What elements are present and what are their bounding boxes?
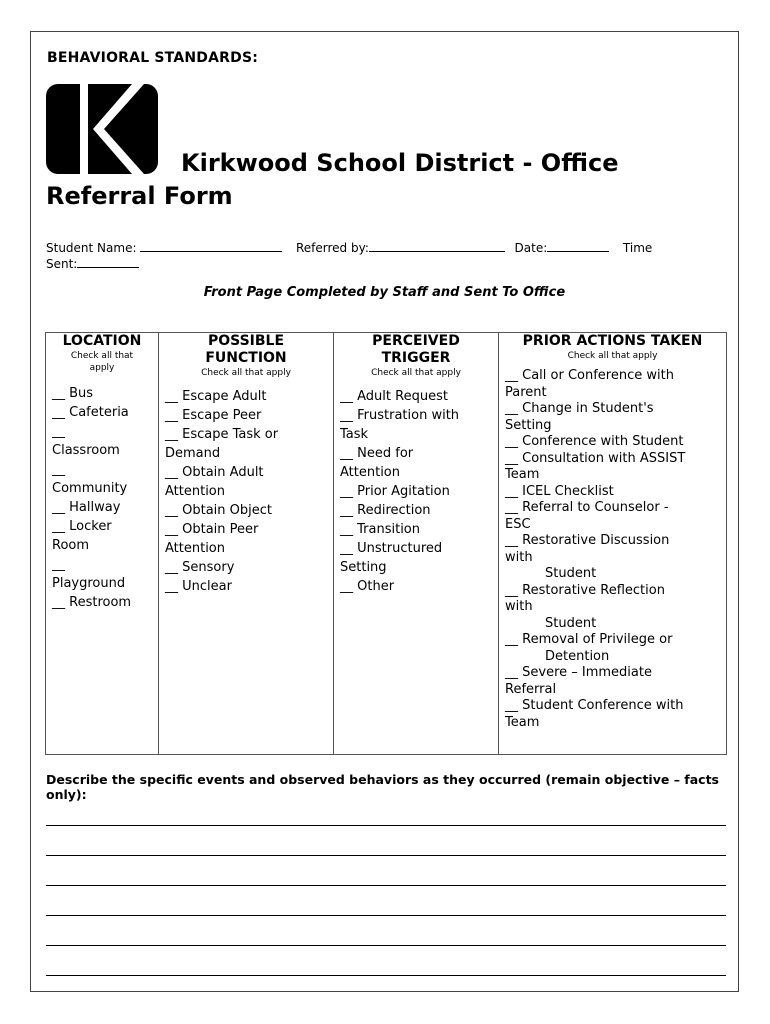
list-item: Task: [340, 427, 369, 442]
list-item: Demand: [165, 446, 221, 461]
location-heading: LOCATION: [62, 333, 142, 349]
list-item[interactable]: __ Frustration with: [340, 408, 460, 423]
list-item[interactable]: __ Need for: [340, 446, 414, 461]
list-item: ESC: [505, 516, 531, 532]
list-item: Room: [52, 538, 90, 553]
list-item: Playground: [52, 576, 126, 591]
answer-line[interactable]: [46, 975, 726, 976]
list-item: with: [505, 549, 533, 565]
referred-by-label: Referred by:: [295, 241, 369, 255]
list-item[interactable]: __ Cafeteria: [52, 405, 129, 420]
list-item[interactable]: __ Locker: [52, 519, 112, 534]
list-item: Attention: [340, 465, 400, 480]
location-note: Check all that apply: [70, 351, 134, 373]
list-item[interactable]: __ Unstructured: [340, 541, 443, 556]
list-item: Attention: [165, 541, 225, 556]
list-item: Team: [505, 714, 540, 730]
list-item: Referral: [505, 681, 557, 697]
form-title-line2: Referral Form: [46, 182, 233, 210]
location-column: [46, 333, 159, 755]
section-header: BEHAVIORAL STANDARDS:: [47, 50, 259, 66]
list-item[interactable]: __: [52, 557, 65, 572]
student-name-label: Student Name:: [46, 241, 137, 255]
list-item: Detention: [545, 648, 610, 664]
student-info-fields: [46, 240, 686, 272]
trigger-heading: PERCEIVED TRIGGER: [372, 333, 460, 366]
list-item: with: [505, 599, 533, 614]
prior-actions-heading: PRIOR ACTIONS TAKEN: [522, 333, 703, 349]
describe-prompt: Describe the specific events and observed behaviors as they occurred (remain objective – facts only):: [46, 772, 719, 802]
form-subtitle: Front Page Completed by Staff and Sent To Office: [203, 285, 566, 300]
list-item: Student: [545, 615, 597, 631]
list-item[interactable]: __ Referral to Counselor -: [505, 500, 669, 515]
list-item[interactable]: __ Severe – Immediate: [505, 665, 652, 680]
prior-actions-list: [505, 368, 720, 731]
sent-field[interactable]: [77, 256, 139, 268]
list-item[interactable]: __ Redirection: [340, 503, 431, 518]
list-item: Community: [52, 481, 128, 496]
list-item[interactable]: __ Escape Adult: [165, 389, 267, 404]
referred-by-field[interactable]: [369, 240, 505, 252]
list-item: Parent: [505, 384, 547, 400]
date-label: Date:: [514, 241, 548, 255]
function-note: Check all that apply: [201, 368, 291, 378]
student-name-field[interactable]: [140, 240, 282, 252]
list-item[interactable]: __ Conference with Student: [505, 434, 684, 449]
list-item[interactable]: __ Consultation with ASSIST: [505, 450, 686, 466]
prior-actions-column: [499, 333, 727, 755]
answer-line[interactable]: [46, 915, 726, 916]
trigger-note: Check all that apply: [371, 368, 461, 378]
list-item: Setting: [505, 417, 552, 433]
list-item[interactable]: __ Removal of Privilege or: [505, 632, 673, 647]
function-heading: POSSIBLE FUNCTION: [205, 333, 287, 366]
function-list: [165, 387, 327, 596]
list-item: Classroom: [52, 443, 120, 458]
list-item: Student: [545, 566, 597, 581]
list-item[interactable]: __ Escape Task or: [165, 427, 279, 442]
answer-line[interactable]: [46, 945, 726, 946]
list-item[interactable]: __ Restorative Reflection: [505, 582, 665, 598]
list-item[interactable]: __ Student Conference with: [505, 698, 684, 713]
date-field[interactable]: [547, 240, 609, 252]
list-item[interactable]: __ Prior Agitation: [340, 484, 450, 499]
trigger-column: [334, 333, 499, 755]
answer-line[interactable]: [46, 855, 726, 856]
district-logo: [46, 84, 158, 174]
function-column: [159, 333, 334, 755]
list-item[interactable]: __ Bus: [52, 386, 94, 401]
list-item[interactable]: __ Change in Student's: [505, 401, 654, 416]
form-title-line1: Kirkwood School District - Office: [181, 149, 619, 177]
list-item[interactable]: __ Unclear: [165, 579, 232, 594]
incident-details-table: [45, 332, 727, 755]
answer-line[interactable]: [46, 885, 726, 886]
list-item[interactable]: __: [52, 424, 65, 439]
list-item[interactable]: __ Other: [340, 579, 395, 594]
list-item[interactable]: __ Obtain Object: [165, 503, 273, 518]
list-item[interactable]: __ ICEL Checklist: [505, 483, 614, 499]
referral-form-page: [30, 31, 739, 992]
time-label: Time: [622, 241, 653, 255]
list-item: Team: [505, 467, 540, 482]
trigger-list: [340, 387, 492, 596]
list-item[interactable]: __ Obtain Peer: [165, 522, 259, 537]
list-item[interactable]: __ Obtain Adult: [165, 465, 264, 480]
list-item[interactable]: __ Restroom: [52, 595, 132, 610]
list-item[interactable]: __ Hallway: [52, 500, 121, 515]
prior-actions-note: Check all that apply: [567, 351, 658, 361]
list-item[interactable]: __ Restorative Discussion: [505, 533, 670, 548]
list-item: Attention: [165, 484, 225, 499]
list-item[interactable]: __ Sensory: [165, 560, 235, 575]
list-item[interactable]: __ Call or Conference with: [505, 368, 674, 383]
list-item[interactable]: __ Transition: [340, 522, 420, 537]
list-item[interactable]: __ Adult Request: [340, 389, 448, 404]
list-item[interactable]: __: [52, 462, 65, 477]
sent-label: Sent:: [46, 257, 78, 271]
list-item: Setting: [340, 560, 387, 575]
answer-line[interactable]: [46, 825, 726, 826]
location-list: [52, 384, 152, 612]
list-item[interactable]: __ Escape Peer: [165, 408, 262, 423]
